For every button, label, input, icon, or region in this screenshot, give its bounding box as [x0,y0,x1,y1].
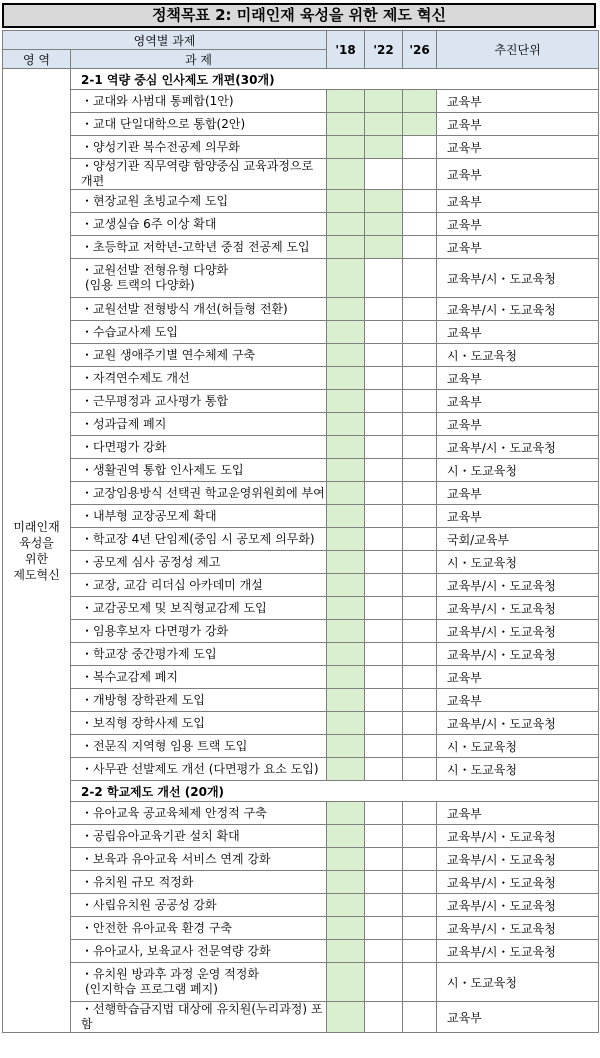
year-mark-26 [403,940,437,963]
table-row [3,825,599,848]
task-text: ・현장교원 초빙교수제 도입 [81,193,229,208]
task-cell [71,367,327,390]
year-mark-26 [403,190,437,213]
table-row [3,298,599,321]
year-mark-26 [403,917,437,940]
unit-cell: 교육부 [437,367,599,390]
unit-cell: 교육부/시・도교육청 [437,894,599,917]
year-mark-22 [365,597,403,620]
year-mark-26 [403,825,437,848]
year-mark-22 [365,712,403,735]
year-mark-22 [365,963,403,1002]
year-mark-26 [403,666,437,689]
task-text: ・유아교사, 보육교사 전문역량 강화 [81,943,271,958]
unit-cell: 교육부/시・도교육청 [437,298,599,321]
year-mark-22 [365,894,403,917]
year-mark-26 [403,459,437,482]
year-mark-18 [327,413,365,436]
table-row [3,367,599,390]
year-mark-18 [327,620,365,643]
year-mark-26 [403,413,437,436]
task-cell [71,436,327,459]
year-mark-18 [327,574,365,597]
task-text: ・학교장 중간평가제 도입 [81,646,217,661]
unit-cell: 교육부/시・도교육청 [437,436,599,459]
year-mark-26 [403,344,437,367]
task-text: ・임용후보자 다면평가 강화 [81,623,229,638]
unit-cell: 교육부 [437,236,599,259]
task-cell [71,689,327,712]
table-row [3,413,599,436]
year-mark-22 [365,643,403,666]
year-mark-26 [403,136,437,159]
table-row [3,848,599,871]
year-mark-18 [327,259,365,298]
section-title: 2-1 역량 중심 인사제도 개편(30개) [71,69,599,90]
year-mark-18 [327,802,365,825]
table-row [3,871,599,894]
table-row [3,712,599,735]
task-cell [71,259,327,298]
unit-cell: 교육부/시・도교육청 [437,259,599,298]
task-text: ・전문직 지역형 임용 트랙 도입 [81,738,248,753]
year-mark-22 [365,367,403,390]
unit-cell: 교육부 [437,159,599,190]
year-mark-22 [365,1002,403,1033]
year-mark-26 [403,758,437,781]
table-row [3,236,599,259]
year-mark-18 [327,551,365,574]
header-unit: 추진단위 [437,31,599,69]
task-cell [71,802,327,825]
year-mark-22 [365,213,403,236]
year-mark-26 [403,802,437,825]
year-mark-22 [365,159,403,190]
year-mark-22 [365,113,403,136]
task-cell [71,712,327,735]
table-row [3,689,599,712]
year-mark-18 [327,90,365,113]
year-mark-18 [327,940,365,963]
task-cell [71,963,327,1002]
task-cell [71,551,327,574]
year-mark-18 [327,597,365,620]
task-text: ・양성기관 복수전공제 의무화 [81,139,240,154]
unit-cell: 교육부 [437,482,599,505]
year-mark-26 [403,643,437,666]
year-mark-18 [327,871,365,894]
table-row [3,1002,599,1033]
year-mark-22 [365,574,403,597]
year-mark-18 [327,825,365,848]
year-mark-26 [403,574,437,597]
task-text: ・교감공모제 및 보직형교감제 도입 [81,600,267,615]
unit-cell: 교육부 [437,213,599,236]
area-cell [3,69,71,1033]
table-row [3,643,599,666]
header-task: 과 제 [71,50,327,69]
task-text: ・생활권역 통합 인사제도 도입 [81,462,244,477]
task-text: ・개방형 장학관제 도입 [81,692,205,707]
table-row [3,597,599,620]
task-text: ・다면평가 강화 [81,439,167,454]
table-row [3,574,599,597]
year-mark-22 [365,689,403,712]
year-mark-26 [403,259,437,298]
year-mark-18 [327,344,365,367]
task-text: ・보직형 장학사제 도입 [81,715,205,730]
table-row [3,190,599,213]
task-text: ・유치원 방과후 과정 운영 적정화 [81,967,259,981]
unit-cell: 교육부/시・도교육청 [437,940,599,963]
task-cell [71,917,327,940]
year-mark-26 [403,1002,437,1033]
table-row [3,551,599,574]
table-row [3,620,599,643]
year-mark-18 [327,643,365,666]
year-mark-26 [403,367,437,390]
unit-cell: 교육부 [437,113,599,136]
year-mark-18 [327,758,365,781]
year-mark-26 [403,236,437,259]
year-mark-26 [403,321,437,344]
unit-cell: 시・도교육청 [437,344,599,367]
table-row [3,666,599,689]
task-text: ・안전한 유아교육 환경 구축 [81,920,232,935]
task-cell [71,825,327,848]
year-mark-18 [327,1002,365,1033]
year-mark-26 [403,528,437,551]
year-mark-22 [365,917,403,940]
task-cell [71,597,327,620]
header-area: 영 역 [3,50,71,69]
table-row [3,917,599,940]
task-text: ・학교장 4년 단임제(중임 시 공모제 의무화) [81,531,315,546]
year-mark-18 [327,298,365,321]
year-mark-22 [365,871,403,894]
year-mark-26 [403,871,437,894]
task-cell [71,871,327,894]
unit-cell: 시・도교육청 [437,735,599,758]
task-text: ・유치원 규모 적정화 [81,874,194,889]
task-text: ・교대와 사범대 통폐합(1안) [81,93,234,108]
unit-cell: 교육부/시・도교육청 [437,871,599,894]
table-row [3,136,599,159]
task-text: ・사무관 선발제도 개선 (다면평가 요소 도입) [81,761,319,776]
year-mark-26 [403,689,437,712]
year-mark-22 [365,436,403,459]
year-mark-18 [327,894,365,917]
year-mark-22 [365,298,403,321]
task-cell [71,643,327,666]
year-mark-22 [365,848,403,871]
unit-cell: 교육부/시・도교육청 [437,825,599,848]
table-row [3,482,599,505]
table-row [3,802,599,825]
year-mark-22 [365,259,403,298]
year-mark-22 [365,825,403,848]
year-mark-18 [327,917,365,940]
unit-cell: 교육부 [437,666,599,689]
year-mark-18 [327,321,365,344]
year-mark-18 [327,436,365,459]
year-mark-22 [365,758,403,781]
table-row [3,390,599,413]
unit-cell: 교육부/시・도교육청 [437,643,599,666]
header-area-task-group: 영역별 과제 [3,31,327,50]
task-cell [71,505,327,528]
year-mark-22 [365,482,403,505]
year-mark-26 [403,159,437,190]
task-text: ・공립유아교육기관 설치 확대 [81,828,240,843]
task-cell [71,459,327,482]
year-mark-18 [327,113,365,136]
year-mark-26 [403,620,437,643]
task-text: (인지학습 프로그램 폐지) [85,982,218,996]
unit-cell: 교육부 [437,90,599,113]
unit-cell: 시・도교육청 [437,963,599,1002]
year-mark-26 [403,90,437,113]
header-year-18: '18 [327,31,365,69]
task-cell [71,482,327,505]
year-mark-18 [327,390,365,413]
table-row [3,113,599,136]
task-text: ・교원선발 전형유형 다양화 [81,263,229,277]
task-text: ・교원선발 전형방식 개선(허들형 전환) [81,301,288,316]
table-row [3,735,599,758]
year-mark-22 [365,236,403,259]
task-cell [71,528,327,551]
task-cell [71,620,327,643]
unit-cell: 시・도교육청 [437,551,599,574]
year-mark-22 [365,190,403,213]
unit-cell: 교육부 [437,136,599,159]
area-label-line: 미래인재 [13,519,60,534]
year-mark-18 [327,735,365,758]
year-mark-22 [365,390,403,413]
header-year-26: '26 [403,31,437,69]
task-text: ・교생실습 6주 이상 확대 [81,216,217,231]
year-mark-18 [327,963,365,1002]
year-mark-26 [403,597,437,620]
table-row [3,259,599,298]
year-mark-18 [327,666,365,689]
task-text: ・유아교육 공교육체제 안정적 구축 [81,805,267,820]
year-mark-18 [327,136,365,159]
year-mark-26 [403,482,437,505]
year-mark-22 [365,735,403,758]
task-text: ・교장, 교감 리더십 아카데미 개설 [81,577,263,592]
year-mark-18 [327,159,365,190]
task-text: ・교대 단일대학으로 통합(2안) [81,116,246,131]
task-cell [71,344,327,367]
task-cell [71,390,327,413]
table-row [3,940,599,963]
year-mark-18 [327,712,365,735]
year-mark-22 [365,413,403,436]
task-cell [71,159,327,190]
unit-cell: 교육부/시・도교육청 [437,848,599,871]
unit-cell: 교육부 [437,390,599,413]
task-text: ・공모제 심사 공정성 제고 [81,554,221,569]
year-mark-22 [365,551,403,574]
year-mark-26 [403,505,437,528]
year-mark-18 [327,367,365,390]
year-mark-18 [327,213,365,236]
year-mark-26 [403,963,437,1002]
year-mark-18 [327,689,365,712]
year-mark-22 [365,344,403,367]
unit-cell: 시・도교육청 [437,758,599,781]
year-mark-22 [365,940,403,963]
task-text: ・선행학습금지법 대상에 유치원(누리과정) 포함 [81,1002,323,1031]
table-row [3,436,599,459]
year-mark-26 [403,551,437,574]
year-mark-26 [403,213,437,236]
section-row [3,69,599,90]
table-row [3,213,599,236]
task-cell [71,236,327,259]
unit-cell: 교육부/시・도교육청 [437,712,599,735]
task-cell [71,758,327,781]
table-row [3,505,599,528]
unit-cell: 교육부/시・도교육청 [437,597,599,620]
year-mark-26 [403,735,437,758]
task-cell [71,190,327,213]
year-mark-22 [365,802,403,825]
section-title: 2-2 학교제도 개선 (20개) [71,781,599,802]
task-cell [71,574,327,597]
year-mark-22 [365,321,403,344]
table-row [3,90,599,113]
unit-cell: 교육부 [437,505,599,528]
year-mark-22 [365,459,403,482]
unit-cell: 국회/교육부 [437,528,599,551]
task-text: ・교장임용방식 선택권 학교운영위원회에 부여 [81,485,325,500]
year-mark-18 [327,459,365,482]
table-row [3,963,599,1002]
task-text: ・사립유치원 공공성 강화 [81,897,217,912]
year-mark-26 [403,298,437,321]
area-label-line: 위한 [24,551,49,566]
area-label-line: 제도혁신 [13,567,60,582]
task-text: ・보육과 유아교육 서비스 연계 강화 [81,851,271,866]
year-mark-22 [365,528,403,551]
unit-cell: 교육부/시・도교육청 [437,574,599,597]
year-mark-18 [327,236,365,259]
task-cell [71,413,327,436]
year-mark-26 [403,113,437,136]
table-row [3,528,599,551]
year-mark-26 [403,712,437,735]
policy-table [2,30,599,1033]
year-mark-26 [403,436,437,459]
unit-cell: 교육부 [437,689,599,712]
task-text: ・내부형 교장공모제 확대 [81,508,217,523]
year-mark-18 [327,482,365,505]
unit-cell: 시・도교육청 [437,459,599,482]
header-year-22: '22 [365,31,403,69]
task-text: ・복수교감제 폐지 [81,669,178,684]
task-cell [71,136,327,159]
unit-cell: 교육부 [437,1002,599,1033]
table-row [3,344,599,367]
task-cell [71,90,327,113]
task-text: ・수습교사제 도입 [81,324,178,339]
task-text: ・근무평정과 교사평가 통합 [81,393,229,408]
year-mark-18 [327,190,365,213]
task-cell [71,213,327,236]
task-text: (임용 트랙의 다양화) [85,278,195,292]
unit-cell: 교육부/시・도교육청 [437,620,599,643]
task-cell [71,113,327,136]
task-text: ・교원 생애주기별 연수체제 구축 [81,347,256,362]
task-text: ・양성기관 직무역량 함양중심 교육과정으로 개편 [81,159,314,188]
area-label-line: 육성을 [19,535,54,550]
table-row [3,894,599,917]
task-cell [71,321,327,344]
table-row [3,159,599,190]
year-mark-18 [327,528,365,551]
task-cell [71,1002,327,1033]
table-row [3,459,599,482]
task-text: ・초등학교 저학년-고학년 중점 전공제 도입 [81,239,310,254]
year-mark-26 [403,848,437,871]
unit-cell: 교육부 [437,802,599,825]
task-cell [71,735,327,758]
unit-cell: 교육부 [437,413,599,436]
unit-cell: 교육부 [437,190,599,213]
unit-cell: 교육부/시・도교육청 [437,917,599,940]
task-cell [71,940,327,963]
year-mark-22 [365,505,403,528]
section-row [3,781,599,802]
year-mark-22 [365,666,403,689]
task-cell [71,666,327,689]
unit-cell: 교육부 [437,321,599,344]
task-cell [71,848,327,871]
year-mark-26 [403,390,437,413]
year-mark-18 [327,505,365,528]
task-cell [71,894,327,917]
table-row [3,321,599,344]
year-mark-26 [403,894,437,917]
task-text: ・성과급제 폐지 [81,416,167,431]
page-title: 정책목표 2: 미래인재 육성을 위한 제도 혁신 [2,3,596,28]
table-row [3,758,599,781]
year-mark-22 [365,136,403,159]
year-mark-22 [365,620,403,643]
task-text: ・자격연수제도 개선 [81,370,190,385]
task-cell [71,298,327,321]
year-mark-22 [365,90,403,113]
year-mark-18 [327,848,365,871]
